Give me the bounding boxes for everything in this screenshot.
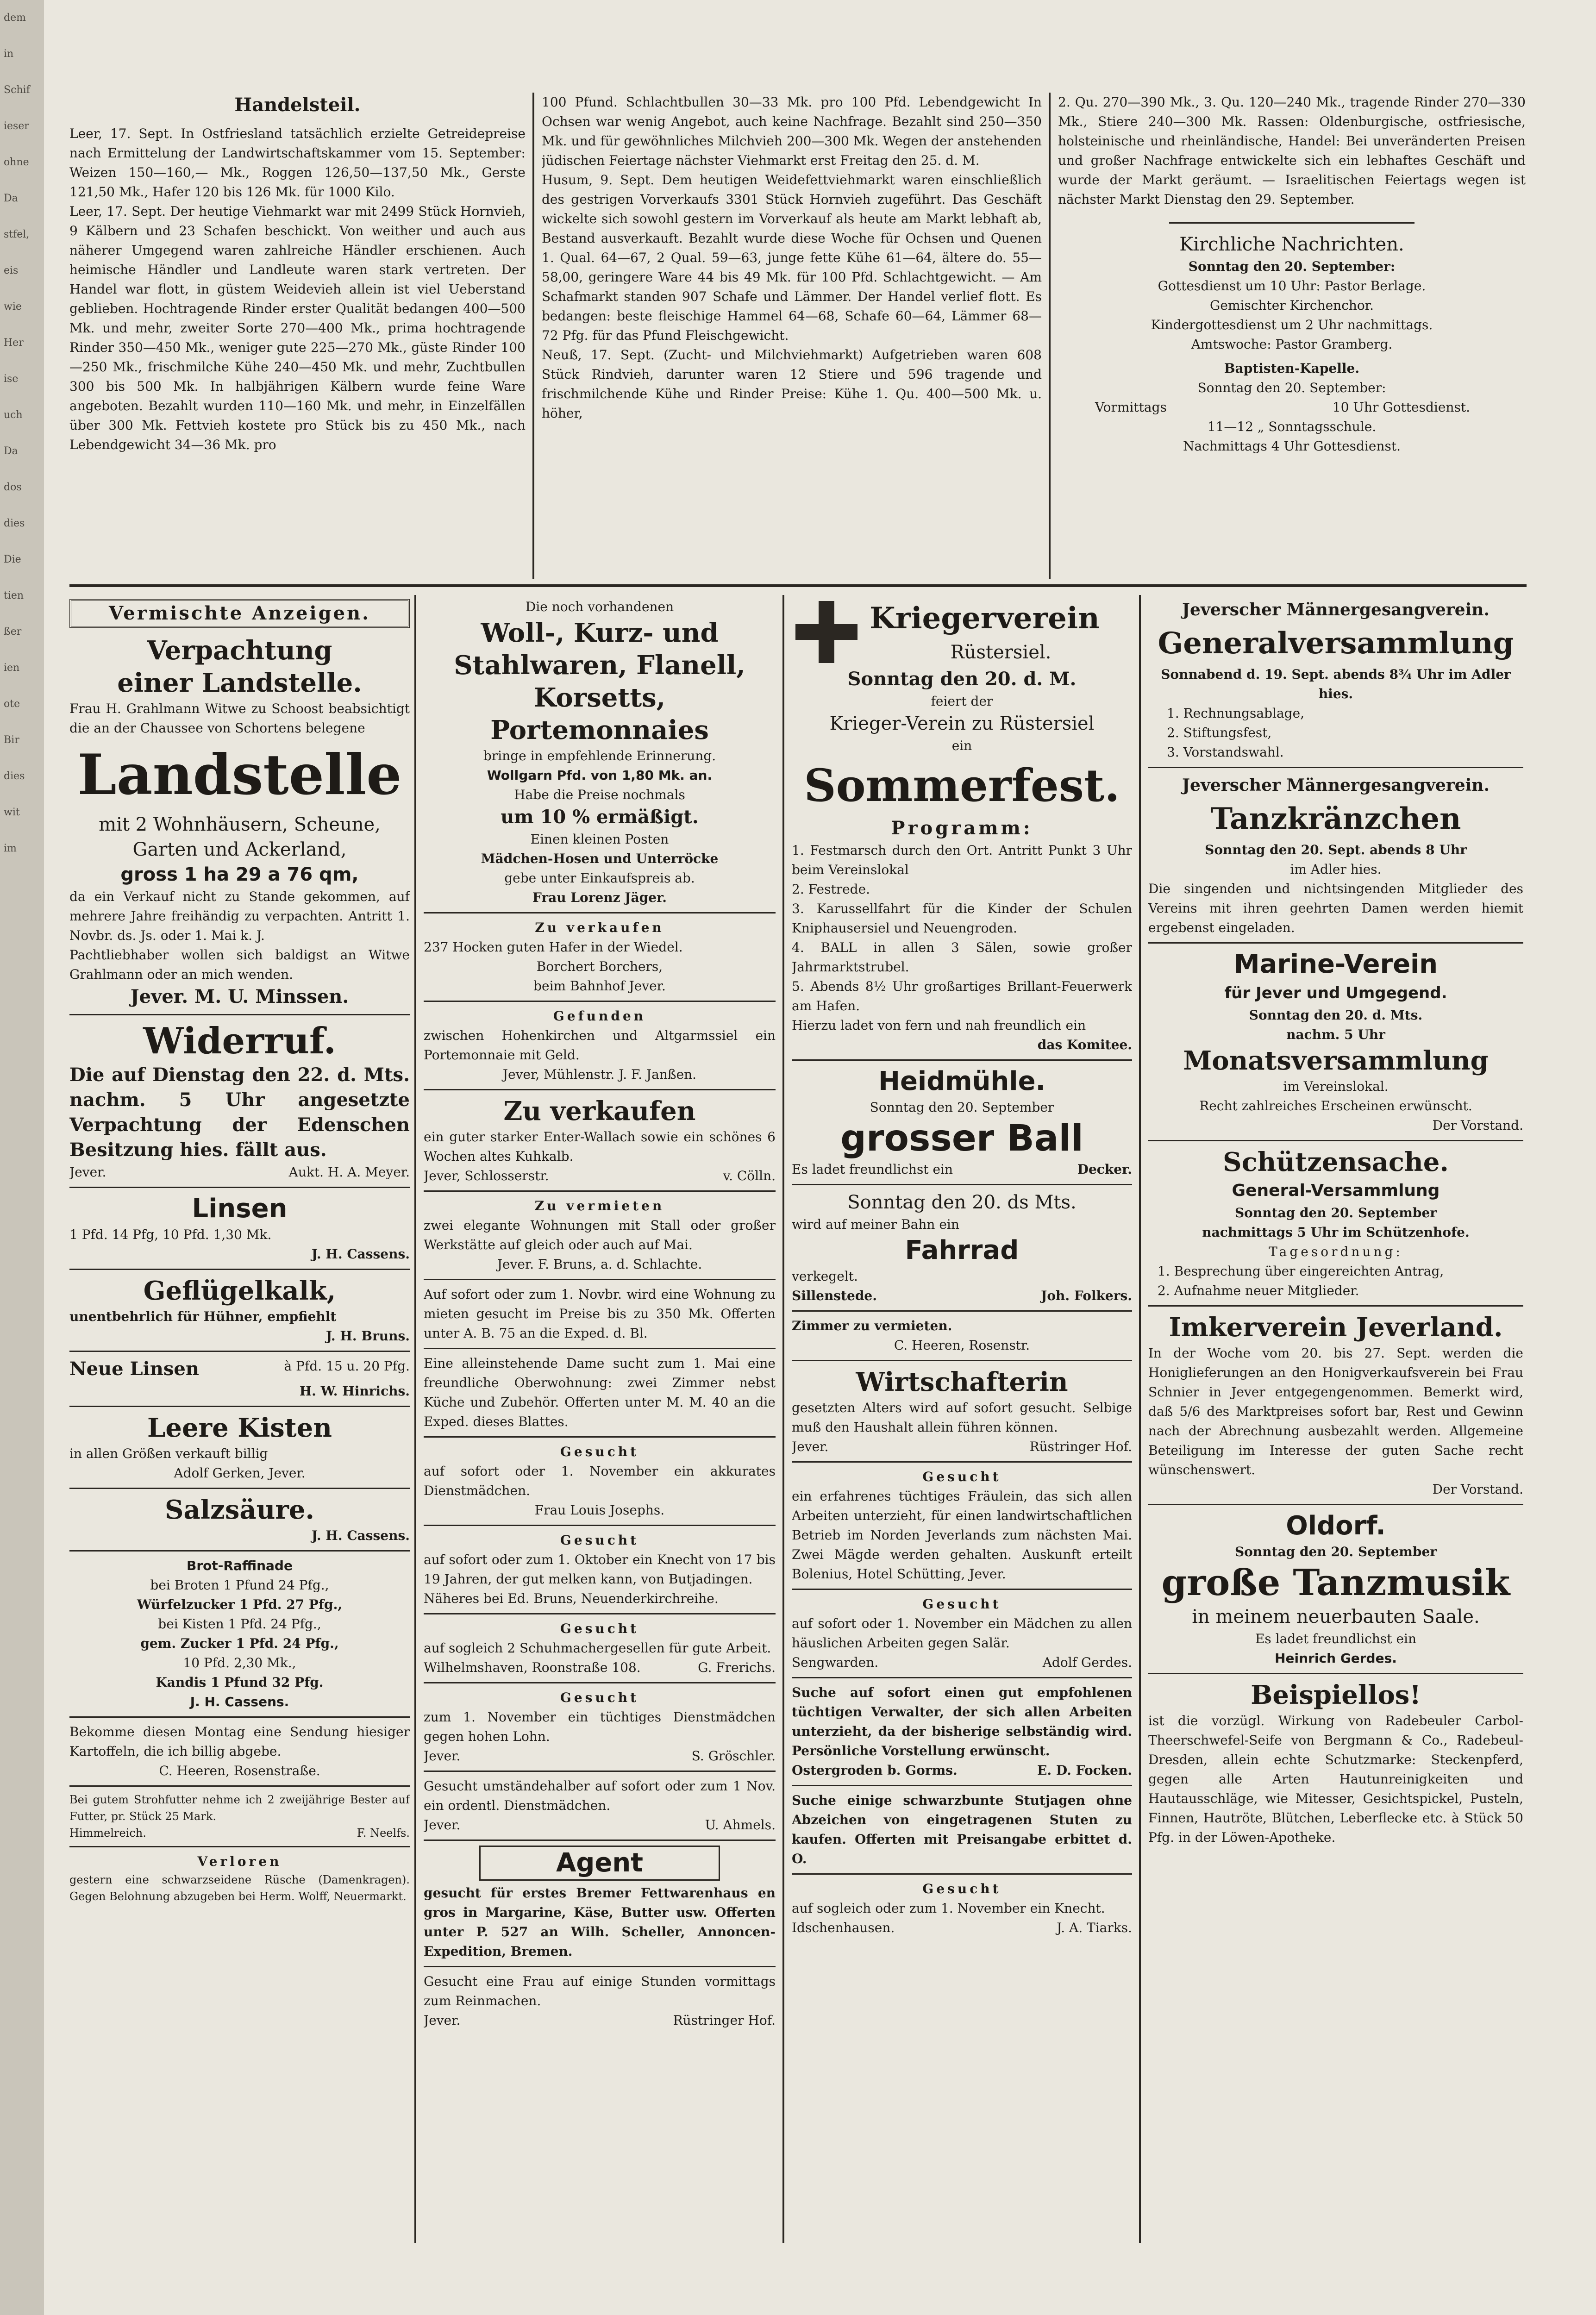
ad-oats-heading: Zu verkaufen <box>535 920 664 935</box>
ad-shooting-meeting: General-Versammlung <box>1232 1181 1440 1200</box>
signature-place: Sengwarden. <box>792 1655 879 1670</box>
ad-wanted-text: zum 1. November ein tüchtiges Dienstmädchen gegen hohen Lohn. <box>424 1709 776 1744</box>
edge-fragment: dos <box>4 482 22 493</box>
iron-cross-icon <box>792 597 861 667</box>
ad-crates-heading: Leere Kisten <box>147 1413 332 1443</box>
divider <box>424 1839 776 1841</box>
ad-bicycle-line: verkegelt. <box>792 1269 858 1284</box>
ad-new-lentils-price: à Pfd. 15 u. 20 Pfg. <box>284 1358 410 1374</box>
ad-wool-signature: Frau Lorenz Jäger. <box>532 890 667 905</box>
ad-new-lentils <box>69 1357 410 1382</box>
ad-heidmuehle-date: Sonntag den 20. September <box>870 1100 1054 1115</box>
ad-lady-apartment: Eine alleinstehende Dame sucht zum 1. Mai eine freundliche Oberwohnung: zwei Zimmer nebst Küche und Zubehör. Offerten unter M. M. 40 an die Exped. dieses Blattes. <box>424 1356 776 1429</box>
ad-veterans-heading: Kriegerverein <box>870 601 1100 636</box>
ad-wanted-signature <box>792 1918 1132 1938</box>
divider <box>1148 767 1523 768</box>
ad-room-signature: C. Heeren, Rosenstr. <box>894 1338 1030 1353</box>
ad-wanted-heading: Gesucht <box>560 1533 639 1548</box>
ad-rent-text: zwei elegante Wohnungen mit Stall oder großer Werkstätte auf gleich oder auch auf Mai. <box>424 1218 776 1252</box>
divider <box>424 1089 776 1090</box>
divider <box>69 1269 410 1270</box>
signature-name: J. A. Tiarks. <box>1057 1920 1132 1935</box>
ad-oldorf-dance: große Tanzmusik <box>1161 1562 1510 1604</box>
edge-fragment: Schif <box>4 84 30 96</box>
column-divider <box>782 595 784 2243</box>
ad-wanted-text: auf sogleich oder zum 1. November ein Knecht. <box>792 1901 1105 1916</box>
divider <box>792 1589 1132 1590</box>
ad-wanted-signature <box>424 1746 776 1766</box>
column-divider <box>532 93 534 579</box>
ad-soap-heading: Beispiellos! <box>1251 1680 1421 1710</box>
ad-manager-signature <box>792 1761 1132 1780</box>
signature-name: Aukt. H. A. Meyer. <box>288 1164 410 1180</box>
ad-oldorf-hall: in meinem neuerbauten Saale. <box>1192 1606 1480 1627</box>
ad-program-invite: Hierzu ladet von fern und nah freundlich ein <box>792 1018 1086 1033</box>
signature-place: Jever. <box>424 1748 461 1764</box>
ad-wanted-heading: Gesucht <box>560 1621 639 1636</box>
divider <box>424 1525 776 1526</box>
top-column-1 <box>69 93 526 579</box>
church-duty: Amtswoche: Pastor Gramberg. <box>1191 337 1393 352</box>
ad-beekeepers-text: In der Woche vom 20. bis 27. Sept. werden die Honiglieferungen an den Honigverkaufsverein bei Frau Schnier in Jever entgegengenommen. Bemerkt wird, daß 5/6 des Marktpreises sofort bar, Rest und Gewinn nach der Abrechnung ausbezahlt werden. Allgemeine Beteiligung im Interesse der guten Sache recht wünschenswert. <box>1148 1345 1523 1477</box>
top-column-2 <box>542 93 1042 579</box>
ad-sugar-line: 10 Pfd. 2,30 Mk., <box>183 1655 296 1671</box>
ad-poultry-lime-text: unentbehrlich für Hühner, empfiehlt <box>69 1309 337 1324</box>
ad-lost-text: gestern eine schwarzseidene Rüsche (Damenkragen). Gegen Belohnung abzugeben bei Herm. Wolff, Neuermarkt. <box>69 1873 410 1903</box>
ad-veterans-line: ein <box>951 738 972 753</box>
ad-lentils-heading: Linsen <box>192 1194 288 1224</box>
market-report-leer-grain: Leer, 17. Sept. In Ostfriesland tatsächlich erzielte Getreidepreise nach Ermittelung der Landwirtschaftskammer vom 15. September: Weizen 150—160,— Mk., Roggen 126,50—137,50 Mk., Gerste 121,50 Mk., Hafer 120 bis 126 Mk. für 1000 Kilo. <box>69 126 526 200</box>
ad-oats-signature: Borchert Borchers, <box>536 959 663 974</box>
ad-wanted-heading: Gesucht <box>922 1596 1001 1612</box>
ad-marine-sub: für Jever und Umgegend. <box>1224 984 1447 1002</box>
ad-wanted-signature <box>424 1658 776 1677</box>
divider <box>69 1785 410 1787</box>
ad-wanted-text: auf sofort oder 1. November ein akkurates Dienstmädchen. <box>424 1464 776 1498</box>
edge-fragment: ien <box>4 662 20 674</box>
ad-lease-terms: da ein Verkauf nicht zu Stande gekommen, auf mehrere Jahre freihändig zu verpachten. Antritt 1. Novbr. ds. Js. oder 1. Mai k. J. <box>69 889 410 943</box>
ads-column-d <box>1148 597 1523 2246</box>
ad-wanted-text: auf sofort oder 1. November ein Mädchen zu allen häuslichen Arbeiten gegen Salär. <box>792 1616 1132 1651</box>
ad-poultry-lime-heading: Geflügelkalk, <box>143 1276 336 1306</box>
ad-wool-heading: Woll-, Kurz- und Stahlwaren, Flanell, Korsetts, Portemonnaies <box>454 618 745 745</box>
edge-fragment: ieser <box>4 120 29 132</box>
divider <box>69 1716 410 1718</box>
divider <box>424 1771 776 1772</box>
ad-oldorf-heading: Oldorf. <box>1286 1511 1386 1541</box>
ad-new-lentils-heading: Neue Linsen <box>69 1358 199 1380</box>
divider <box>69 1351 410 1352</box>
ads-column-c <box>792 597 1132 2246</box>
divider <box>424 912 776 913</box>
divider <box>1148 942 1523 944</box>
ad-sugar-line: bei Kisten 1 Pfd. 24 Pfg., <box>158 1616 321 1632</box>
ad-wanted-text: auf sofort oder zum 1. Oktober ein Knecht von 17 bis 19 Jahren, der gut melken kann, von Butjadingen. <box>424 1552 776 1587</box>
ad-choir-dance-text: Die singenden und nichtsingenden Mitglieder des Vereins mit ihren geehrten Damen werden hiemit ergebenst eingeladen. <box>1148 881 1523 935</box>
ad-bicycle-date: Sonntag den 20. ds Mts. <box>847 1192 1077 1213</box>
market-report-leer-continued: 100 Pfund. Schlachtbullen 30—33 Mk. pro 100 Pfd. Lebendgewicht In Ochsen war wenig Angebot, auch keine Nachfrage. Bezahlt sind 250—350 Mk. und für gewöhnliches Milchvieh 200—300 Mk. Wegen der anstehenden jüdischen Feiertage nächster Viehmarkt erst Freitag den 25. d. M. <box>542 94 1042 168</box>
ad-program-item: 2. Festrede. <box>792 882 870 897</box>
section-divider <box>69 584 1527 587</box>
ad-bicycle-signature <box>792 1286 1132 1306</box>
signature-place: Jever. <box>424 2013 461 2028</box>
ad-lost-heading: Verloren <box>197 1854 282 1869</box>
ad-choir-agenda-item: 1. Rechnungsablage, <box>1167 706 1305 721</box>
ad-lentils-price: 1 Pfd. 14 Pfg, 10 Pfd. 1,30 Mk. <box>69 1227 272 1242</box>
ad-program-item: 1. Festmarsch durch den Ort. Antritt Punkt 3 Uhr beim Vereinslokal <box>792 843 1132 877</box>
market-report-neuss: Neuß, 17. Sept. (Zucht- und Milchviehmarkt) Aufgetrieben waren 608 Stück Rindvieh, darunter waren 12 Stiere und 596 tragende und frischmilchende Kühe und Rinder Preise: Kühe 1. Qu. 400—500 Mk. u. höher, <box>542 347 1042 421</box>
ad-shooting-agenda-heading: Tagesordnung: <box>1269 1244 1403 1259</box>
ad-wanted-heading: Gesucht <box>922 1469 1001 1484</box>
ad-shooting-time: nachmittags 5 Uhr im Schützenhofe. <box>1202 1225 1470 1240</box>
column-divider <box>1139 595 1141 2243</box>
ads-column-a <box>69 597 410 2246</box>
ad-wool-line: Einen kleinen Posten <box>530 832 669 847</box>
ad-lease-landstelle: Landstelle <box>77 742 402 807</box>
ad-veterans-club: Krieger-Verein zu Rüstersiel <box>829 713 1095 734</box>
ad-oldorf-date: Sonntag den 20. September <box>1234 1544 1437 1559</box>
ad-feeding-signature <box>69 1825 410 1841</box>
ad-acid-heading: Salzsäure. <box>165 1495 314 1525</box>
ad-heidmuehle-heading: Heidmühle. <box>878 1066 1045 1096</box>
divider <box>424 1613 776 1614</box>
signature-place: Jever. <box>424 1817 461 1833</box>
baptist-afternoon: Nachmittags 4 Uhr Gottesdienst. <box>1183 438 1401 454</box>
edge-fragment: wie <box>4 301 22 313</box>
ad-lease-size: gross 1 ha 29 a 76 qm, <box>120 864 359 885</box>
column-divider <box>1049 93 1051 579</box>
signature-name: Joh. Folkers. <box>1041 1288 1132 1303</box>
ad-wanted-contact: Näheres bei Ed. Bruns, Neuenderkirchreihe. <box>424 1591 719 1606</box>
baptist-morning-label: Vormittags <box>1095 400 1167 415</box>
ad-found-text: zwischen Hohenkirchen und Altgarmssiel ein Portemonnaie mit Geld. <box>424 1028 776 1063</box>
ad-program-signature: das Komitee. <box>1037 1037 1132 1052</box>
church-service: Gottesdienst um 10 Uhr: Pastor Berlage. <box>1158 278 1426 294</box>
ad-wanted-signature <box>424 1815 776 1835</box>
top-column-3 <box>1058 93 1526 579</box>
ad-found-heading: Gefunden <box>553 1008 646 1024</box>
signature-name: Rüstringer Hof. <box>1029 1439 1132 1454</box>
baptist-sunday-school: 11—12 „ Sonntagsschule. <box>1207 419 1377 434</box>
ad-program-item: 4. BALL in allen 3 Sälen, sowie großer Jahrmarktstrubel. <box>792 940 1132 975</box>
divider <box>792 1310 1132 1312</box>
signature-name: U. Ahmels. <box>705 1817 776 1833</box>
edge-fragment: dies <box>4 770 25 782</box>
ad-apartment-wanted: Auf sofort oder zum 1. Novbr. wird eine Wohnung zu mieten gesucht im Preise bis zu 350 Mk. Offerten unter A. B. 75 an die Exped. d. Bl. <box>424 1287 776 1341</box>
ad-choir-dance-place: im Adler hies. <box>1290 862 1382 877</box>
ad-bicycle-heading: Fahrrad <box>905 1235 1019 1265</box>
ad-wanted-heading: Gesucht <box>922 1881 1001 1896</box>
column-divider <box>414 595 416 2243</box>
divider <box>69 1187 410 1188</box>
divider <box>792 1184 1132 1185</box>
signature-place: Idschenhausen. <box>792 1920 895 1935</box>
edge-fragment: uch <box>4 409 23 421</box>
ad-crates-signature: Adolf Gerken, Jever. <box>174 1465 306 1481</box>
ad-found-signature: Jever, Mühlenstr. J. F. Janßen. <box>502 1067 697 1082</box>
ad-bicycle-line: wird auf meiner Bahn ein <box>792 1217 959 1232</box>
ad-potatoes-signature: C. Heeren, Rosenstraße. <box>159 1763 320 1778</box>
adjacent-page-edge <box>0 0 44 2315</box>
ad-revocation-text: Die auf Dienstag den 22. d. Mts. nachm. 5 Uhr angesetzte Verpachtung der Edenschen Besitzung hies. fällt aus. <box>69 1064 410 1161</box>
edge-fragment: ise <box>4 373 19 385</box>
ad-wanted-signature: Frau Louis Josephs. <box>534 1502 665 1518</box>
ad-wanted-text: auf sogleich 2 Schuhmachergesellen für gute Arbeit. <box>424 1640 771 1656</box>
church-children: Kindergottesdienst um 2 Uhr nachmittags. <box>1151 317 1433 332</box>
divider <box>792 1360 1132 1361</box>
ad-housekeeper-text: gesetzten Alters wird auf sofort gesucht. Selbige muß den Haushalt allein führen können. <box>792 1400 1132 1435</box>
ad-sale-text: ein guter starker Enter-Wallach sowie ein schönes 6 Wochen altes Kuhkalb. <box>424 1129 776 1164</box>
ad-sugar-line: gem. Zucker 1 Pfd. 24 Pfg., <box>140 1636 339 1651</box>
signature-place: Jever. <box>792 1439 829 1454</box>
divider <box>792 1461 1132 1463</box>
ad-oats-signature-place: beim Bahnhof Jever. <box>533 978 666 994</box>
divider <box>1148 1140 1523 1141</box>
ad-shooting-agenda-item: 1. Besprechung über eingereichten Antrag, <box>1158 1264 1444 1279</box>
edge-fragment: eis <box>4 265 19 276</box>
ad-sale-signature <box>424 1166 776 1186</box>
ad-sugar-line: Würfelzucker 1 Pfd. 27 Pfg., <box>137 1597 343 1612</box>
ad-shooting-agenda-item: 2. Aufnahme neuer Mitglieder. <box>1158 1283 1359 1298</box>
edge-fragment: Her <box>4 337 24 349</box>
ad-shooting-date: Sonntag den 20. September <box>1234 1205 1437 1220</box>
ad-marine-signature: Der Vorstand. <box>1432 1118 1523 1133</box>
ad-wanted-text: Gesucht eine Frau auf einige Stunden vormittags zum Reinmachen. <box>424 1974 776 2008</box>
divider <box>69 1014 410 1015</box>
ad-agent-text: gesucht für erstes Bremer Fettwarenhaus en gros in Margarine, Käse, Butter usw. Offerten unter P. 527 an Wilh. Scheller, Annoncen-Expedition, Bremen. <box>424 1885 776 1959</box>
ad-veterans-date: Sonntag den 20. d. M. <box>847 668 1077 690</box>
ad-heidmuehle-ball: grosser Ball <box>840 1118 1083 1159</box>
divider <box>424 1436 776 1438</box>
ad-beekeepers-heading: Imkerverein Jeverland. <box>1169 1312 1503 1343</box>
divider <box>792 1059 1132 1061</box>
ad-wanted-heading: Gesucht <box>560 1690 639 1705</box>
signature-place: Sillenstede. <box>792 1288 877 1303</box>
divider <box>424 1348 776 1349</box>
divider <box>424 1001 776 1002</box>
invite-text: Es ladet freundlichst ein <box>792 1162 953 1177</box>
ad-agent-heading: Agent <box>479 1846 720 1881</box>
edge-fragment: ote <box>4 698 20 710</box>
divider <box>1148 1305 1523 1307</box>
ad-oldorf-signature: Heinrich Gerdes. <box>1275 1651 1397 1666</box>
ad-marine-place: im Vereinslokal. <box>1283 1079 1389 1094</box>
ad-choir-dance: Tanzkränzchen <box>1210 801 1461 836</box>
ad-veterans-place: Rüstersiel. <box>950 642 1051 663</box>
ad-marine-text: Recht zahlreiches Erscheinen erwünscht. <box>1199 1098 1472 1114</box>
ad-housekeeper-heading: Wirtschafterin <box>856 1367 1068 1397</box>
ad-new-lentils-signature: H. W. Hinrichs. <box>299 1383 410 1399</box>
ad-sugar-line: Kandis 1 Pfund 32 Pfg. <box>156 1675 324 1690</box>
market-report-neuss-continued: 2. Qu. 270—390 Mk., 3. Qu. 120—240 Mk., tragende Rinder 270—330 Mk., Stiere 240—300 Mk. Rassen: Oldenburgische, ostfriesische, holsteinische und rheinländische, Handel: Bei unveränderten Preisen und großer Nachfrage entwickelte sich ein lebhaftes Geschäft und wurde der Markt geräumt. — Israelitischen Feiertags wegen ist nächster Markt Dienstag den 29. September. <box>1058 94 1526 207</box>
heading-church-news: Kirchliche Nachrichten. <box>1179 234 1404 255</box>
ad-lease-signature: Jever. M. U. Minssen. <box>130 986 349 1007</box>
ad-wanted-heading: Gesucht <box>560 1444 639 1459</box>
divider <box>1148 1504 1523 1505</box>
ad-sale-heading: Zu verkaufen <box>503 1096 696 1126</box>
ad-wool-price: Wollgarn Pfd. von 1,80 Mk. an. <box>487 768 713 783</box>
ad-lentils-signature: J. H. Cassens. <box>311 1246 410 1262</box>
ad-housekeeper-signature <box>792 1437 1132 1457</box>
divider <box>69 1846 410 1847</box>
ad-rent-heading: Zu vermieten <box>534 1198 665 1214</box>
ad-lease-heading: Verpachtung <box>147 635 332 666</box>
edge-fragment: Bir <box>4 734 19 746</box>
ad-poultry-lime-signature: J. H. Bruns. <box>325 1328 410 1344</box>
ad-lease-subheading: einer Landstelle. <box>117 668 362 698</box>
ad-wool-line: Mädchen-Hosen und Unterröcke <box>481 851 719 866</box>
ad-horses-wanted: Suche einige schwarzbunte Stutjagen ohne Abzeichen von eingetragenen Stuten zu kaufen. Offerten mit Preisangabe erbittet d. O. <box>792 1793 1132 1866</box>
edge-fragment: stfel, <box>4 229 30 240</box>
signature-name: Adolf Gerdes. <box>1042 1655 1132 1670</box>
ad-lease-text: Frau H. Grahlmann Witwe zu Schoost beabsichtigt die an der Chaussee von Schortens belegene <box>69 701 410 736</box>
ads-column-b <box>424 597 776 2246</box>
ad-soap-text: ist die vorzügl. Wirkung von Radebeuler Carbol-Theerschwefel-Seife von Bergmann & Co., Radebeul-Dresden, allein echte Schutzmarke: Steckenpferd, gegen alle Arten Hautunreinigkeiten und Hautausschläge, wie Mitesser, Gesichtspickel, Pusteln, Finnen, Hautröte, Blütchen, Leberflecke etc. à Stück 50 Pfg. in der Löwen-Apotheke. <box>1148 1713 1523 1845</box>
ad-wool-line: Habe die Preise nochmals <box>514 787 685 802</box>
ad-program-item: 5. Abends 8½ Uhr großartiges Brillant-Feuerwerk am Hafen. <box>792 979 1132 1014</box>
heading-handelsteil: Handelsteil. <box>234 94 361 116</box>
signature-place: Jever. <box>69 1164 106 1180</box>
ad-summer-fest: Sommerfest. <box>804 759 1120 812</box>
baptist-sunday: Sonntag den 20. September: <box>1197 380 1386 395</box>
ad-wanted-signature <box>424 2011 776 2030</box>
ad-potatoes-text: Bekomme diesen Montag eine Sendung hiesiger Kartoffeln, die ich billig abgebe. <box>69 1724 410 1759</box>
divider <box>1148 1673 1523 1674</box>
edge-fragment: tien <box>4 590 24 601</box>
divider <box>792 1677 1132 1678</box>
ad-feeding-text: Bei gutem Strohfutter nehme ich 2 zweijährige Bester auf Futter, pr. Stück 25 Mark. <box>69 1793 410 1823</box>
divider <box>792 1873 1132 1875</box>
ad-oldorf-invite: Es ladet freundlichst ein <box>1255 1631 1417 1646</box>
edge-fragment: ßer <box>4 626 22 638</box>
ad-choir-date: Sonnabend d. 19. Sept. abends 8¾ Uhr im Adler hies. <box>1161 667 1511 701</box>
ad-shooting-heading: Schützensache. <box>1223 1147 1449 1177</box>
signature-place: Jever, Schlosserstr. <box>424 1168 549 1183</box>
ad-wool-line: gebe unter Einkaufspreis ab. <box>504 870 695 886</box>
edge-fragment: im <box>4 843 17 854</box>
heading-baptist-chapel: Baptisten-Kapelle. <box>1224 361 1360 376</box>
ad-sugar-line: bei Broten 1 Pfund 24 Pfg., <box>150 1577 329 1593</box>
signature-place: Ostergroden b. Gorms. <box>792 1763 958 1778</box>
signature-name: G. Frerichs. <box>698 1660 776 1675</box>
signature-name: Decker. <box>1077 1162 1132 1177</box>
ad-wanted-signature <box>792 1653 1132 1672</box>
section-title-misc-ads: Vermischte Anzeigen. <box>69 599 410 628</box>
ad-crates-text: in allen Größen verkauft billig <box>69 1446 268 1461</box>
signature-place: Himmelreich. <box>69 1827 146 1839</box>
signature-name: E. D. Focken. <box>1037 1763 1132 1778</box>
ad-marine-heading: Marine-Verein <box>1233 949 1438 979</box>
ad-lease-buildings: mit 2 Wohnhäusern, Scheune, Garten und Ackerland, <box>99 814 381 860</box>
ad-sugar-signature: J. H. Cassens. <box>190 1694 289 1709</box>
ad-manager-wanted: Suche auf sofort einen gut empfohlenen tüchtigen Verwalter, der sich allen Arbeiten unterzieht, da der bisherige selbständig wird. Persönliche Vorstellung erwünscht. <box>792 1685 1132 1758</box>
ad-marine-time: nachm. 5 Uhr <box>1286 1027 1385 1042</box>
signature-name: Rüstringer Hof. <box>673 2013 776 2028</box>
signature-place: Wilhelmshaven, Roonstraße 108. <box>424 1660 641 1675</box>
edge-fragment: ohne <box>4 156 29 168</box>
market-report-husum: Husum, 9. Sept. Dem heutigen Weidefettviehmarkt waren einschließlich des gestrigen Vorverkaufs 3301 Stück Hornvieh zugeführt. Das Geschäft wickelte sich sowohl gestern im Vorverkauf als heute am Markt lebhaft ab, Bestand ausverkauft. Bezahlt wurde diese Woche für Ochsen und Quenen 1. Qual. 64—67, 2 Qual. 59—63, junge fette Kühe 61—64, ältere do. 55—58,00, geringere Ware 44 bis 49 Mk. für 100 Pfd. Schlachtgewicht. — Am Schafmarkt standen 907 Schafe und Lämmer. Der Handel verlief flott. Es bedangen: beste fleischige Hammel 64—68, Schafe 60—64, Lämmer 68—72 Pfg. für das Pfund Fleischgewicht. <box>542 172 1042 343</box>
ad-wool-intro: Die noch vorhandenen <box>525 599 674 614</box>
edge-fragment: dem <box>4 12 26 24</box>
ad-program-heading: Programm: <box>891 817 1033 839</box>
signature-name: S. Gröschler. <box>691 1748 776 1764</box>
ad-revocation-signature <box>69 1163 410 1182</box>
ad-choir-general-meeting: Generalversammlung <box>1158 626 1514 661</box>
church-sunday: Sonntag den 20. September: <box>1188 259 1396 274</box>
baptist-morning <box>1058 398 1526 417</box>
divider <box>424 1966 776 1967</box>
edge-fragment: wit <box>4 807 20 818</box>
ad-beekeepers-signature: Der Vorstand. <box>1432 1482 1523 1497</box>
ad-acid-signature: J. H. Cassens. <box>311 1528 410 1543</box>
market-report-leer-cattle: Leer, 17. Sept. Der heutige Viehmarkt war mit 2499 Stück Hornvieh, 9 Kälbern und 23 Schafen beschickt. Von weither und auch aus näherer Umgegend waren zahlreiche Händler erschienen. Auch heimische Händler und Landleute waren stark vertreten. Der Handel war flott, in güstem Weidevieh allein ist viel Ueberstand geblieben. Hochtragende Rinder erster Qualität bedangen 400—500 Mk. und mehr, zweiter Sorte 270—400 Mk., prima hochtragende Rinder 350—450 Mk., weniger gute 225—270 Mk., güste Rinder 100—250 Mk., frischmilche Kühe 240—450 Mk. und mehr, Zuchtbullen 300 bis 500 Mk. In halbjährigen Kälbern wurde feine Ware angeboten. Bezahlt wurden 110—160 Mk. und mehr, in Einzelfällen über 300 Mk. Fettvieh kostete pro Stück bis zu 450 Mk., nach Lebendgewicht 34—36 Mk. pro <box>69 204 526 452</box>
ad-marine-meeting: Monatsversammlung <box>1183 1045 1489 1076</box>
divider <box>424 1190 776 1192</box>
edge-fragment: in <box>4 48 14 60</box>
ad-sugar-heading: Brot-Raffinade <box>187 1558 293 1573</box>
ad-marine-date: Sonntag den 20. d. Mts. <box>1249 1007 1423 1023</box>
ad-lease-contact: Pachtliebhaber wollen sich baldigst an Witwe Grahlmann oder an mich wenden. <box>69 947 410 982</box>
divider <box>424 1682 776 1683</box>
signature-name: v. Cölln. <box>723 1168 776 1183</box>
ad-choir-heading: Jeverscher Männergesangverein. <box>1182 776 1490 795</box>
ad-wanted-text: Gesucht umständehalber auf sofort oder zum 1 Nov. ein ordentl. Dienstmädchen. <box>424 1778 776 1813</box>
divider <box>1169 222 1414 224</box>
divider <box>792 1785 1132 1786</box>
ad-veterans-line: feiert der <box>931 694 993 709</box>
ad-heidmuehle-signature <box>792 1160 1132 1179</box>
ad-choir-agenda-item: 2. Stiftungsfest, <box>1167 725 1272 740</box>
edge-fragment: Die <box>4 554 21 565</box>
ad-revocation-heading: Widerruf. <box>143 1020 336 1062</box>
church-choir: Gemischter Kirchenchor. <box>1210 298 1374 313</box>
ad-room-heading: Zimmer zu vermieten. <box>792 1318 952 1333</box>
ad-wool-discount: um 10 % ermäßigt. <box>501 806 699 828</box>
divider <box>69 1406 410 1407</box>
ad-choir-heading: Jeverscher Männergesangverein. <box>1182 600 1490 619</box>
ad-oats-text: 237 Hocken guten Hafer in der Wiedel. <box>424 939 683 955</box>
baptist-morning-service: 10 Uhr Gottesdienst. <box>1332 400 1470 415</box>
divider <box>69 1488 410 1489</box>
ad-wanted-text: ein erfahrenes tüchtiges Fräulein, das sich allen Arbeiten unterzieht, für einen landwirtschaftlichen Betrieb im Norden Jeverlands zum nächsten Mai. Zwei Mägde werden gehalten. Auskunft erteilt Bolenius, Hotel Schütting, Jever. <box>792 1489 1132 1582</box>
ad-choir-dance-date: Sonntag den 20. Sept. abends 8 Uhr <box>1205 842 1467 857</box>
edge-fragment: dies <box>4 518 25 529</box>
ad-choir-agenda-item: 3. Vorstandswahl. <box>1167 745 1284 760</box>
ad-wool-line: bringe in empfehlende Erinnerung. <box>483 748 716 763</box>
divider <box>69 1550 410 1552</box>
edge-fragment: Da <box>4 193 18 204</box>
signature-name: F. Neelfs. <box>357 1827 410 1839</box>
ad-program-item: 3. Karussellfahrt für die Kinder der Schulen Kniphausersiel und Neuengroden. <box>792 901 1132 936</box>
edge-fragment: Da <box>4 445 18 457</box>
divider <box>424 1279 776 1280</box>
ad-rent-signature: Jever. F. Bruns, a. d. Schlachte. <box>497 1257 702 1272</box>
